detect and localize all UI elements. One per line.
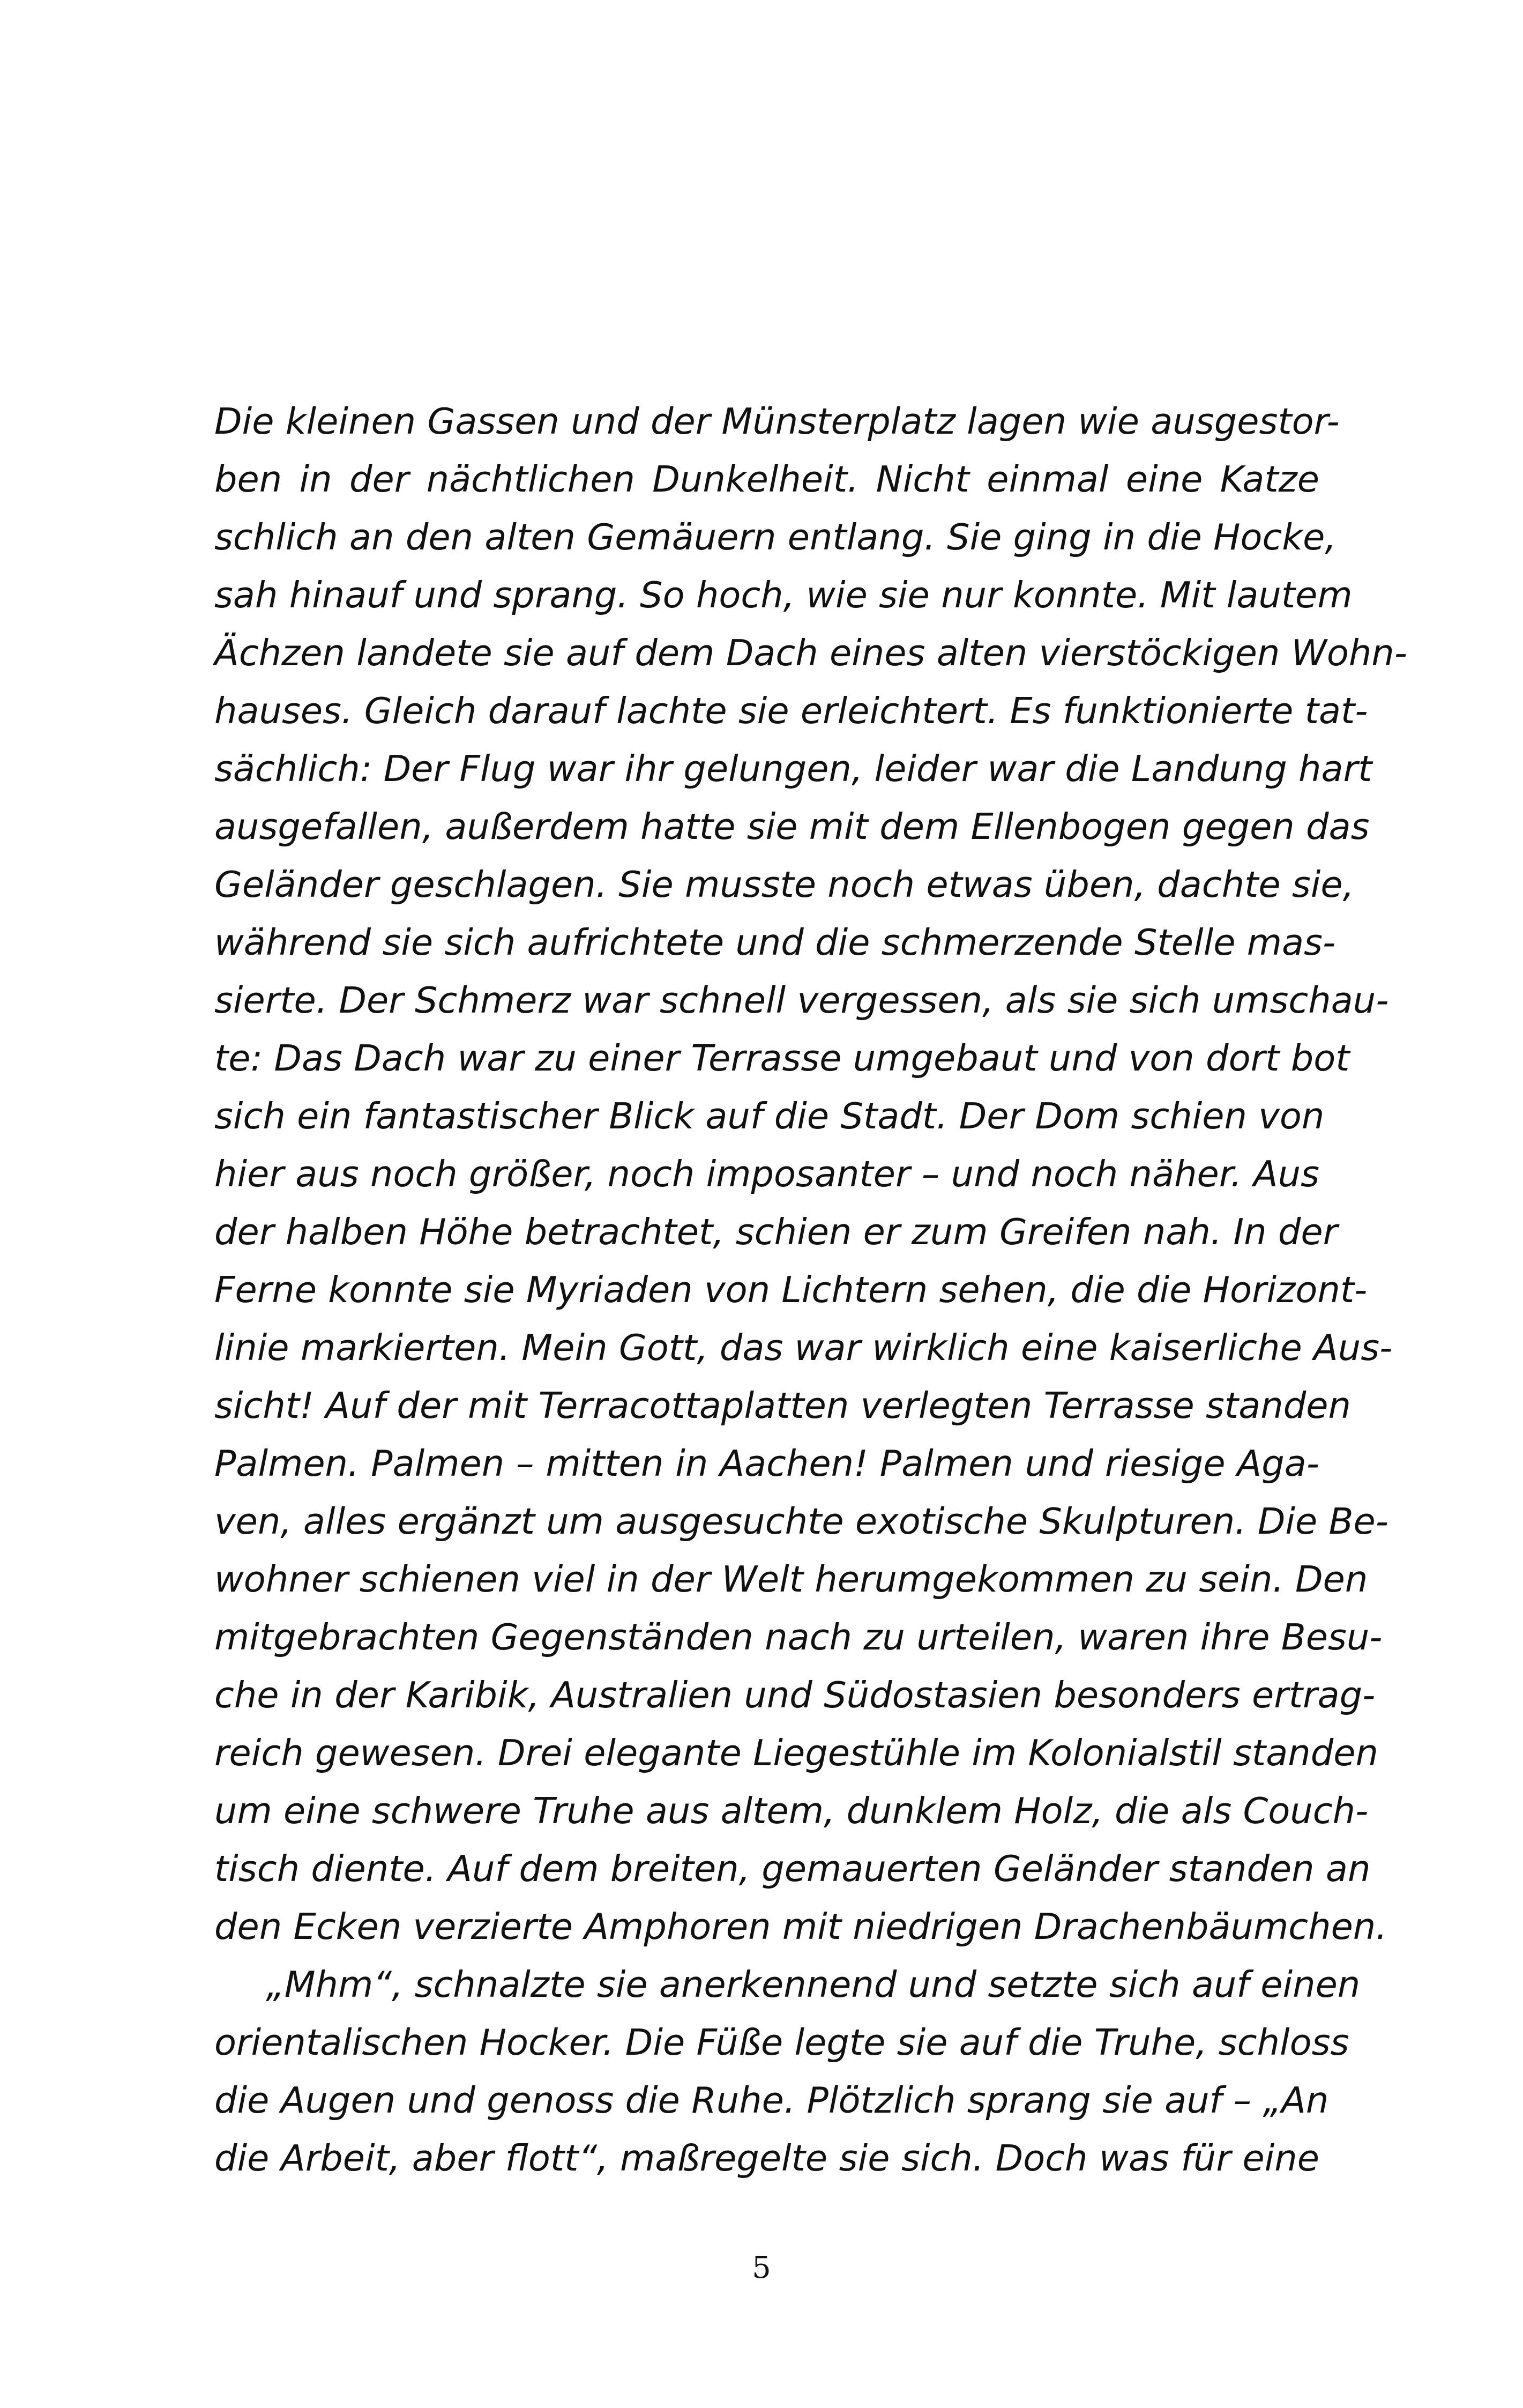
- text-line: tisch diente. Auf dem breiten, gemauerten Geländer standen an: [214, 1848, 1371, 1890]
- text-line: hauses. Gleich darauf lachte sie erleichtert. Es funktionierte tat-: [214, 690, 1368, 732]
- text-line: Geländer geschlagen. Sie musste noch etwas üben, dachte sie,: [214, 864, 1354, 905]
- text-line: mitgebrachten Gegenständen nach zu urteilen, waren ihre Besu-: [214, 1616, 1383, 1658]
- text-line: die Augen und genoss die Ruhe. Plötzlich sprang sie auf – „An: [214, 2079, 1329, 2121]
- text-line: ven, alles ergänzt um ausgesuchte exotische Skulpturen. Die Be-: [214, 1500, 1388, 1542]
- text-line: Ächzen landete sie auf dem Dach eines alten vierstöckigen Wohn-: [214, 632, 1407, 674]
- text-line: sich ein fantastischer Blick auf die Stadt. Der Dom schien von: [214, 1095, 1325, 1137]
- paragraph-first-line: „Mhm“, schnalzte sie anerkennend und setzte sich auf einen: [266, 1964, 1361, 2005]
- text-line: sächlich: Der Flug war ihr gelungen, leider war die Landung hart: [214, 748, 1372, 790]
- text-line: reich gewesen. Drei elegante Liegestühle im Kolonialstil standen: [214, 1732, 1378, 1774]
- text-line: sierte. Der Schmerz war schnell vergessen, als sie sich umschau-: [214, 979, 1389, 1021]
- text-line: Die kleinen Gassen und der Münsterplatz lagen wie ausgestor-: [214, 400, 1340, 442]
- text-line: um eine schwere Truhe aus altem, dunklem Holz, die als Couch-: [214, 1790, 1369, 1832]
- text-line: Ferne konnte sie Myriaden von Lichtern sehen, die die Horizont-: [214, 1269, 1368, 1311]
- body-text: [214, 392, 1407, 2187]
- text-line: der halben Höhe betrachtet, schien er zum Greifen nah. In der: [214, 1211, 1338, 1253]
- paragraph-last-line: den Ecken verzierte Amphoren mit niedrigen Drachenbäumchen.: [214, 1906, 1387, 1948]
- text-line: linie markierten. Mein Gott, das war wirklich eine kaiserliche Aus-: [214, 1327, 1393, 1369]
- text-line: wohner schienen viel in der Welt herumgekommen zu sein. Den: [214, 1558, 1368, 1600]
- text-line: ben in der nächtlichen Dunkelheit. Nicht einmal eine Katze: [214, 458, 1319, 500]
- text-line: ausgefallen, außerdem hatte sie mit dem Ellenbogen gegen das: [214, 806, 1370, 848]
- text-line: sicht! Auf der mit Terracottaplatten verlegten Terrasse standen: [214, 1385, 1351, 1426]
- text-line: hier aus noch größer, noch imposanter – und noch näher. Aus: [214, 1153, 1319, 1195]
- text-line: che in der Karibik, Australien und Südostasien besonders ertrag-: [214, 1674, 1376, 1716]
- page-number: 5: [752, 2250, 771, 2285]
- text-line: orientalischen Hocker. Die Füße legte sie auf die Truhe, schloss: [214, 2021, 1349, 2063]
- text-line: te: Das Dach war zu einer Terrasse umgebaut und von dort bot: [214, 1037, 1350, 1079]
- text-line: sah hinauf und sprang. So hoch, wie sie nur konnte. Mit lautem: [214, 574, 1353, 616]
- text-line: während sie sich aufrichtete und die schmerzende Stelle mas-: [214, 921, 1336, 963]
- text-line: schlich an den alten Gemäuern entlang. Sie ging in die Hocke,: [214, 516, 1337, 558]
- text-line: Palmen. Palmen – mitten in Aachen! Palmen und riesige Aga-: [214, 1443, 1319, 1484]
- text-line: die Arbeit, aber flott“, maßregelte sie sich. Doch was für eine: [214, 2137, 1319, 2179]
